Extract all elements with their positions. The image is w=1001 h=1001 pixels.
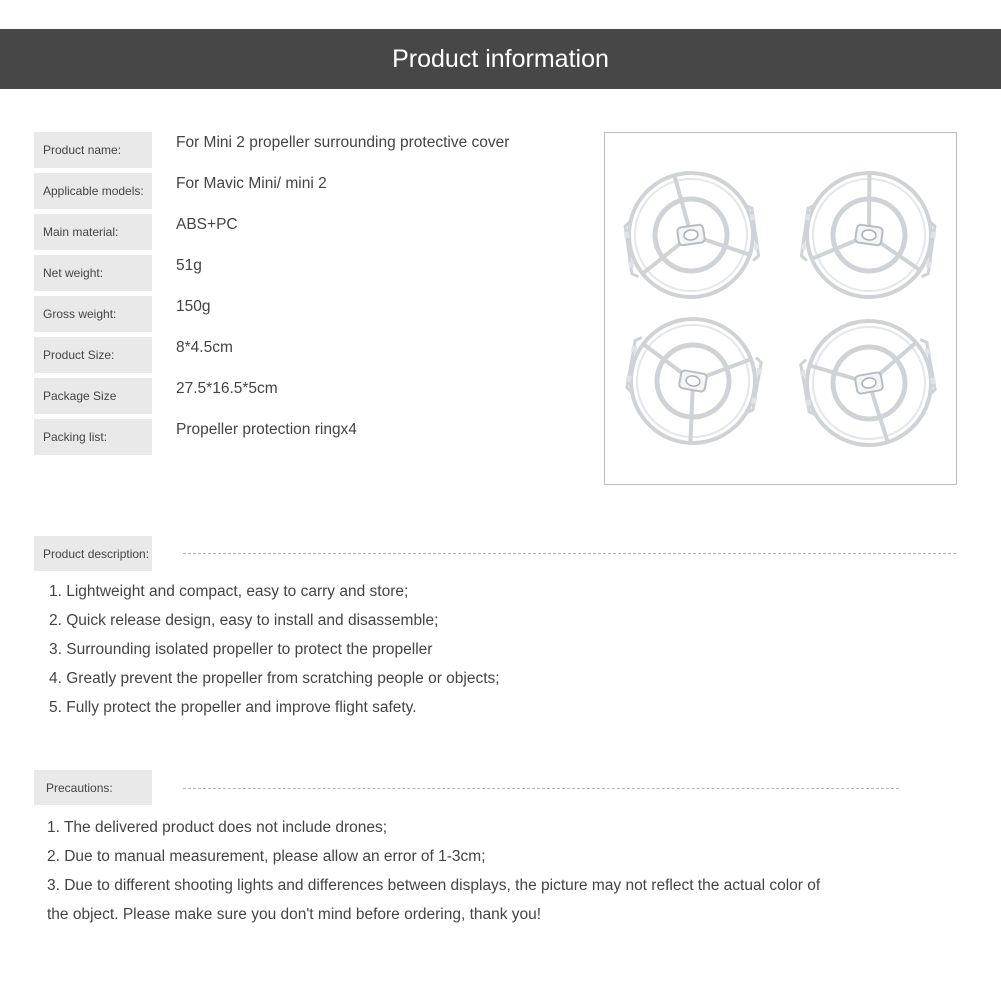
description-item: 2. Quick release design, easy to install and disassemble; <box>49 612 439 629</box>
spec-row-product-size <box>34 337 594 373</box>
guard-3 <box>617 308 769 453</box>
precaution-item: 3. Due to different shooting lights and differences between displays, the picture may not reflect the actual color of <box>47 877 821 894</box>
precaution-item: 1. The delivered product does not include drones; <box>47 819 388 836</box>
description-item: 3. Surrounding isolated propeller to protect the propeller <box>49 641 433 658</box>
spec-label: Gross weight: <box>34 296 152 332</box>
spec-row-gross-weight <box>34 296 594 332</box>
spec-row-packing-list <box>34 419 594 455</box>
spec-value: 51g <box>176 257 202 274</box>
spec-row-package-size <box>34 378 594 414</box>
guard-2 <box>795 164 943 305</box>
spec-label: Product name: <box>34 132 152 168</box>
spec-value: 27.5*16.5*5cm <box>176 380 278 397</box>
product-image <box>604 132 957 485</box>
description-item: 4. Greatly prevent the propeller from scratching people or objects; <box>49 670 500 687</box>
page-title: Product information <box>392 44 609 73</box>
guard-1 <box>617 164 765 305</box>
divider <box>183 553 956 554</box>
spec-row-applicable-models <box>34 173 594 209</box>
description-item: 5. Fully protect the propeller and improve flight safety. <box>49 699 417 716</box>
precautions-label: Precautions: <box>34 770 152 805</box>
spec-label: Product Size: <box>34 337 152 373</box>
spec-value: For Mini 2 propeller surrounding protective cover <box>176 134 510 151</box>
header-bar <box>0 29 1001 89</box>
propeller-guards-illustration <box>605 133 956 484</box>
description-item: 1. Lightweight and compact, easy to carry and store; <box>49 583 409 600</box>
spec-label: Package Size <box>34 378 152 414</box>
spec-label: Main material: <box>34 214 152 250</box>
spec-row-main-material <box>34 214 594 250</box>
spec-label: Applicable models: <box>34 173 152 209</box>
precaution-item: 2. Due to manual measurement, please allow an error of 1-3cm; <box>47 848 486 865</box>
spec-row-product-name <box>34 132 594 168</box>
spec-value: ABS+PC <box>176 216 238 233</box>
spec-value: 150g <box>176 298 211 315</box>
spec-label: Net weight: <box>34 255 152 291</box>
spec-row-net-weight <box>34 255 594 291</box>
description-label: Product description: <box>34 536 152 571</box>
spec-value: 8*4.5cm <box>176 339 233 356</box>
spec-value: For Mavic Mini/ mini 2 <box>176 175 327 192</box>
divider <box>183 788 899 789</box>
spec-value: Propeller protection ringx4 <box>176 421 357 438</box>
spec-label: Packing list: <box>34 419 152 455</box>
precaution-item: the object. Please make sure you don't mind before ordering, thank you! <box>47 906 542 923</box>
guard-4 <box>793 310 945 455</box>
